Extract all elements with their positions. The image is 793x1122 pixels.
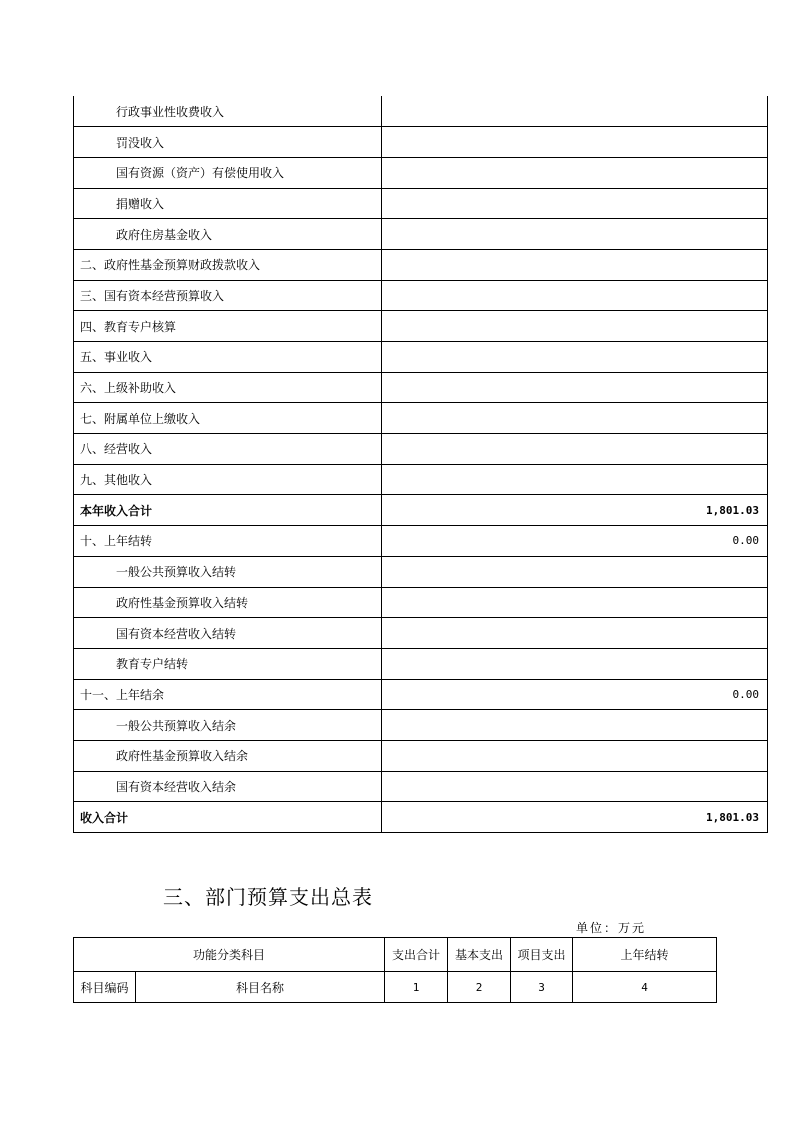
- income-row-value: 1,801.03: [382, 495, 768, 526]
- income-row-label: 国有资源（资产）有偿使用收入: [74, 157, 382, 188]
- income-row-value: [382, 127, 768, 158]
- income-row-value: [382, 311, 768, 342]
- income-row-value: [382, 771, 768, 802]
- income-row-value: 0.00: [382, 679, 768, 710]
- income-row: [74, 679, 768, 710]
- income-row: [74, 157, 768, 188]
- income-row: [74, 127, 768, 158]
- expense-subheader-row: [74, 972, 717, 1003]
- income-row-value: [382, 464, 768, 495]
- col-number-3: 3: [511, 972, 573, 1003]
- income-row: [74, 618, 768, 649]
- income-row: [74, 311, 768, 342]
- income-row-label: 政府性基金预算收入结余: [74, 740, 382, 771]
- income-row-value: 1,801.03: [382, 802, 768, 833]
- income-table-body: [74, 96, 768, 833]
- income-row: [74, 495, 768, 526]
- income-row-label: 四、教育专户核算: [74, 311, 382, 342]
- income-row-label: 行政事业性收费收入: [74, 96, 382, 127]
- income-row: [74, 740, 768, 771]
- income-row: [74, 802, 768, 833]
- income-row-label: 八、经营收入: [74, 434, 382, 465]
- expense-header-row: [74, 938, 717, 972]
- income-row-value: [382, 403, 768, 434]
- section-title: 三、部门预算支出总表: [163, 885, 373, 909]
- income-row: [74, 188, 768, 219]
- header-subject-name: 科目名称: [136, 972, 385, 1003]
- income-row: [74, 434, 768, 465]
- income-row-label: 政府性基金预算收入结转: [74, 587, 382, 618]
- income-row-label: 三、国有资本经营预算收入: [74, 280, 382, 311]
- income-table: [73, 96, 768, 833]
- income-row-value: [382, 342, 768, 373]
- income-row-value: [382, 219, 768, 250]
- income-row: [74, 556, 768, 587]
- income-row-value: [382, 648, 768, 679]
- income-row-value: [382, 434, 768, 465]
- income-row-label: 罚没收入: [74, 127, 382, 158]
- income-row-value: [382, 188, 768, 219]
- income-row: [74, 587, 768, 618]
- income-row-value: [382, 157, 768, 188]
- income-row-value: [382, 249, 768, 280]
- income-row: [74, 710, 768, 741]
- income-row: [74, 280, 768, 311]
- income-row: [74, 464, 768, 495]
- income-row: [74, 96, 768, 127]
- income-row: [74, 219, 768, 250]
- income-row-label: 本年收入合计: [74, 495, 382, 526]
- income-row-label: 十一、上年结余: [74, 679, 382, 710]
- col-number-4: 4: [573, 972, 717, 1003]
- income-row: [74, 342, 768, 373]
- income-row-label: 五、事业收入: [74, 342, 382, 373]
- income-row-label: 十、上年结转: [74, 526, 382, 557]
- income-row-value: [382, 618, 768, 649]
- income-row-value: [382, 587, 768, 618]
- income-row-label: 政府住房基金收入: [74, 219, 382, 250]
- col-number-1: 1: [385, 972, 448, 1003]
- income-row-label: 二、政府性基金预算财政拨款收入: [74, 249, 382, 280]
- income-row-value: 0.00: [382, 526, 768, 557]
- header-basic-expense: 基本支出: [448, 938, 511, 972]
- income-row-value: [382, 96, 768, 127]
- income-row: [74, 249, 768, 280]
- header-project-expense: 项目支出: [511, 938, 573, 972]
- income-row-label: 教育专户结转: [74, 648, 382, 679]
- income-row: [74, 648, 768, 679]
- expense-table: [73, 937, 717, 1003]
- income-row: [74, 372, 768, 403]
- income-row: [74, 403, 768, 434]
- income-row-value: [382, 740, 768, 771]
- income-row: [74, 771, 768, 802]
- income-row-label: 收入合计: [74, 802, 382, 833]
- income-row-value: [382, 280, 768, 311]
- income-row-value: [382, 710, 768, 741]
- income-row-value: [382, 556, 768, 587]
- income-row-label: 七、附属单位上缴收入: [74, 403, 382, 434]
- income-row-label: 六、上级补助收入: [74, 372, 382, 403]
- header-expense-total: 支出合计: [385, 938, 448, 972]
- income-row-label: 九、其他收入: [74, 464, 382, 495]
- header-carryover: 上年结转: [573, 938, 717, 972]
- col-number-2: 2: [448, 972, 511, 1003]
- unit-label: 单位：万元: [576, 921, 647, 935]
- income-row-label: 国有资本经营收入结余: [74, 771, 382, 802]
- income-row-label: 捐赠收入: [74, 188, 382, 219]
- income-row-label: 一般公共预算收入结转: [74, 556, 382, 587]
- income-row-value: [382, 372, 768, 403]
- header-subject-code: 科目编码: [74, 972, 136, 1003]
- header-function-category: 功能分类科目: [74, 938, 385, 972]
- income-row-label: 一般公共预算收入结余: [74, 710, 382, 741]
- income-row: [74, 526, 768, 557]
- income-row-label: 国有资本经营收入结转: [74, 618, 382, 649]
